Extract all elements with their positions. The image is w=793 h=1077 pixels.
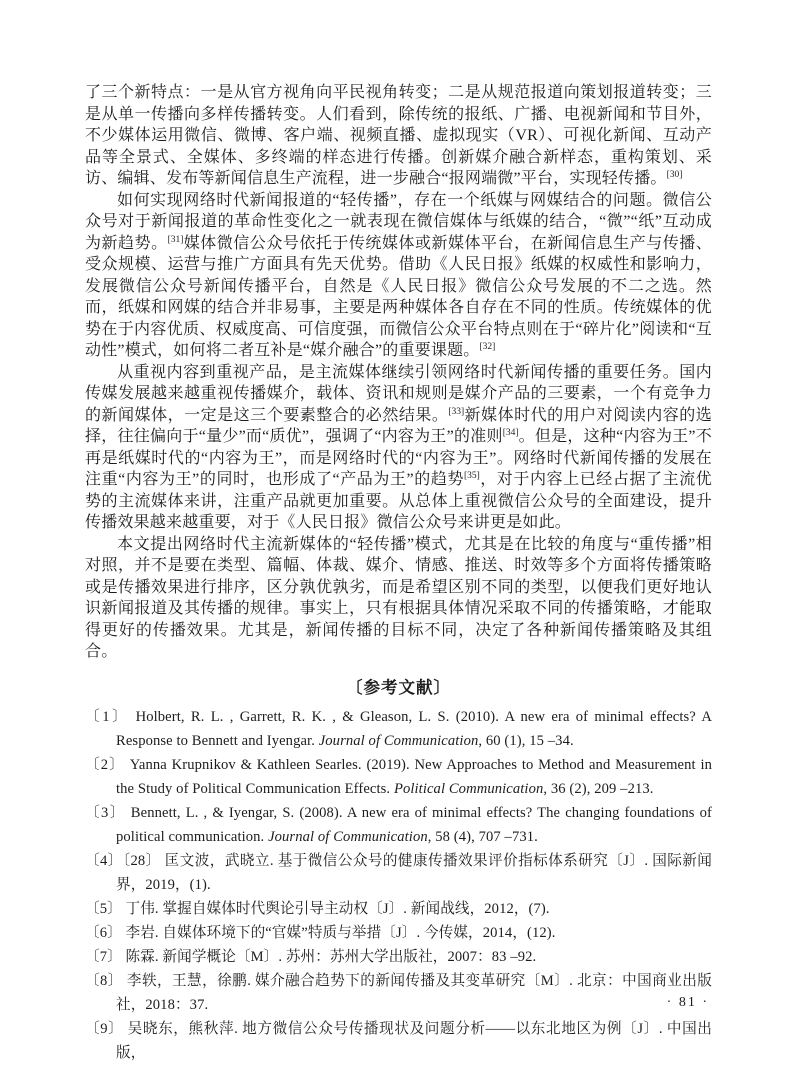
text-run: 了三个新特点：一是从官方视角向平民视角转变；二是从规范报道向策划报道转变；三是从单一传播向多样传播转变。人们看到，除传统的报纸、广播、电视新闻和节目外，不少媒体运用微信、微博、客户端、视频直播、虚拟现实（VR）、可视化新闻、互动产品等全景式、全媒体、多终端的样态进行传播。创新媒介融合新样态，重构策划、采访、编辑、发布等新闻信息生产流程，进一步融合“报网端微”平台，实现轻传播。	[85, 84, 712, 187]
reference-label: 〔6〕	[85, 924, 126, 941]
text-run: 匡文波，武晓立. 基于微信公众号的健康传播效果评价指标体系研究〔J〕. 国际新闻界，2019，(1).	[116, 852, 712, 893]
body-paragraph	[85, 362, 712, 534]
text-run: , 58 (4), 707 –731.	[427, 828, 538, 845]
citation-superscript: [34]	[502, 428, 519, 438]
text-run: 媒体微信公众号依托于传统媒体或新媒体平台，在新闻信息生产与传播、受众规模、运营与推广方面具有先天优势。借助《人民日报》纸媒的权威性和影响力，发展微信公众号新闻传播平台，自然是《人民日报》微信公众号发展的不二之选。然而，纸媒和网媒的结合并非易事，主要是两种媒体各自存在不同的性质。传统媒体的优势在于内容优质、权威度高、可信度强，而微信公众平台特点则在于“碎片化”阅读和“互动性”模式，如何将二者互补是“媒介融合”的重要课题。	[85, 234, 712, 359]
reference-item	[85, 921, 712, 945]
reference-label: 〔8〕	[85, 972, 127, 989]
reference-list	[85, 705, 712, 1065]
reference-label: 〔2〕	[85, 756, 130, 773]
text-run: 本文提出网络时代主流新媒体的“轻传播”模式，尤其是在比较的角度与“重传播”相对照，并不是要在类型、篇幅、体裁、媒介、情感、推送、时效等多个方面将传播策略或是传播效果进行排序，区分孰优孰劣，而是希望区别不同的类型，以便我们更好地认识新闻报道及其传播的规律。事实上，只有根据具体情况采取不同的传播策略，才能取得更好的传播效果。尤其是，新闻传播的目标不同，决定了各种新闻传播策略及其组合。	[85, 535, 712, 660]
body-paragraphs	[85, 82, 712, 663]
reference-item	[85, 753, 712, 801]
text-run: 李岩. 自媒体环境下的“官媒”特质与举措〔J〕. 今传媒，2014，(12).	[125, 924, 556, 941]
text-run: 如何实现网络时代新闻报道的“轻传播”，存在一个纸媒与网媒结合的问题。微信公众号对于新闻报道的革命性变化之一就表现在微信媒体与纸媒的结合，“微”“纸”互动成为新趋势。	[85, 191, 712, 252]
text-run: 从重视内容到重视产品，是主流媒体继续引领网络时代新闻传播的重要任务。国内传媒发展越来越重视传播媒介，载体、资讯和规则是媒介产品的三要素，一个有竞争力的新闻媒体，一定是这三个要素整合的必然结果。	[85, 363, 712, 424]
reference-label: 〔1〕	[85, 708, 136, 725]
body-paragraph	[85, 82, 712, 190]
reference-item	[85, 849, 712, 897]
reference-item	[85, 945, 712, 969]
text-run: Holbert, R. L. , Garrett, R. K. , & Gleason, L. S. (2010). A new era of minimal effects? A Response to Bennett and Iyengar.	[116, 708, 712, 749]
references-heading: 〔参考文献〕	[346, 677, 451, 697]
body-paragraph	[85, 190, 712, 362]
reference-label: 〔9〕	[85, 1020, 128, 1037]
text-run: 李轶，王慧，徐鹏. 媒介融合趋势下的新闻传播及其变革研究〔M〕. 北京：中国商业出版社，2018：37.	[116, 972, 712, 1013]
citation-superscript: [32]	[479, 342, 496, 352]
page-number: · 81 ·	[666, 995, 709, 1010]
text-run: Bennett, L. , & Iyengar, S. (2008). A new era of minimal effects? The changing foundations of political communication.	[116, 804, 712, 845]
reference-label: 〔7〕	[85, 948, 126, 965]
text-run: 新媒体时代的用户对阅读内容的选择，往往偏向于“量少”而“质优”，强调了“内容为王”的准则	[85, 406, 712, 445]
page-content	[85, 82, 712, 1065]
body-paragraph	[85, 534, 712, 663]
text-run: ，对于内容上已经占据了主流优势的主流媒体来讲，注重产品就更加重要。从总体上重视微信公众号的全面建设，提升传播效果越来越重要，对于《人民日报》微信公众号来讲更是如此。	[85, 471, 712, 531]
reference-label: 〔3〕	[85, 804, 131, 821]
citation-superscript: [35]	[463, 471, 480, 481]
citation-superscript: [30]	[666, 170, 683, 180]
italic-text: Political Communication	[393, 780, 544, 797]
reference-item	[85, 897, 712, 921]
text-run: 丁伟. 掌握自媒体时代舆论引导主动权〔J〕. 新闻战线，2012，(7).	[125, 900, 550, 917]
reference-item	[85, 1017, 712, 1065]
text-run: 。但是，这种“内容为王”不再是纸媒时代的“内容为王”，而是网络时代的“内容为王”。网络时代新闻传播的发展在注重“内容为王”的同时，也形成了“产品为王”的趋势	[85, 428, 712, 488]
italic-text: Journal of Communication	[318, 732, 479, 749]
citation-superscript: [31]	[167, 234, 184, 245]
reference-label: 〔5〕	[85, 900, 126, 917]
text-run: Yanna Krupnikov & Kathleen Searles. (2019). New Approaches to Method and Measurement in the Study of Political Communication Effects.	[116, 756, 712, 797]
reference-section	[85, 674, 712, 1065]
text-run: , 36 (2), 209 –213.	[543, 780, 654, 797]
italic-text: Journal of Communication	[268, 828, 428, 845]
reference-item	[85, 705, 712, 753]
reference-item	[85, 801, 712, 849]
citation-superscript: [33]	[448, 406, 465, 417]
reference-label: 〔4〕〔28〕	[85, 852, 165, 869]
text-run: 陈霖. 新闻学概论〔M〕. 苏州：苏州大学出版社，2007：83 –92.	[125, 948, 537, 965]
text-run: , 60 (1), 15 –34.	[478, 732, 574, 749]
reference-item	[85, 969, 712, 1017]
text-run: 吴晓东，熊秋萍. 地方微信公众号传播现状及问题分析——以东北地区为例〔J〕. 中国出版，	[116, 1020, 712, 1061]
